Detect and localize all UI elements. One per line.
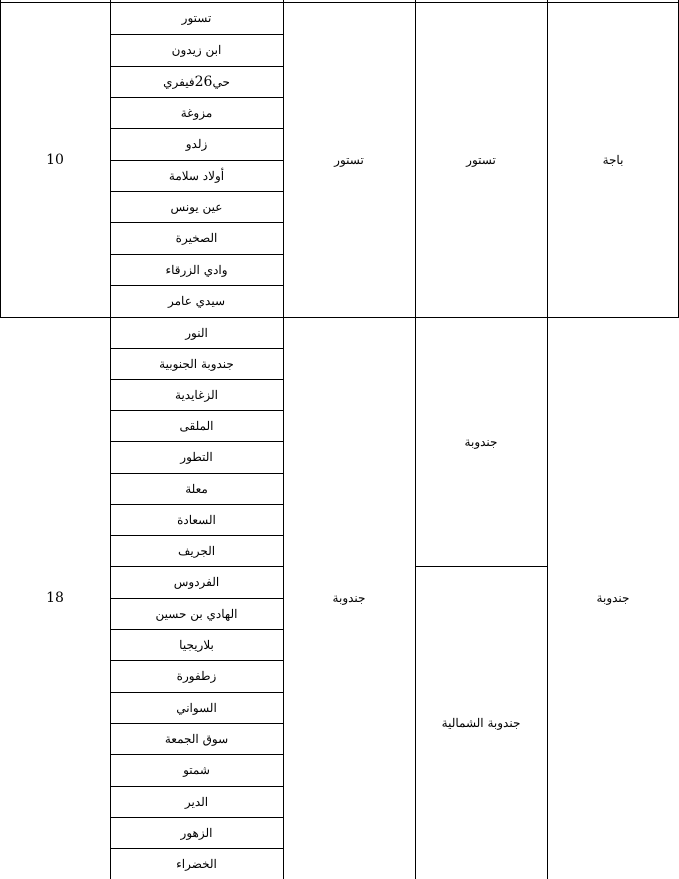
subdivision-cell: شمتو [183,763,210,777]
subdivision-cell: معلة [185,481,208,496]
governorate-name: باجة [602,152,624,167]
subdivision-cell: الهادي بن حسين [155,606,238,621]
subdivision-cell: زطفورة [176,669,217,683]
subdivision-cell: النور [185,325,208,340]
subdivision-cell: الزهور [180,825,213,840]
subdivision-cell: الصخيرة [175,231,218,245]
group-count: 10 [46,151,64,168]
subdivision-cell: جندوبة الجنوبية [159,356,234,371]
subdivision-cell: وادي الزرقاء [165,262,228,277]
subdivision-cell: الزغايدية [175,387,218,402]
subdivision-cell: تستور [181,11,212,25]
subdivision-cell: الملقى [179,418,214,433]
municipality-name: جندوبة [464,434,498,449]
subdivision-cell: الخضراء [176,856,217,871]
subdivision-cell: ابن زيدون [171,43,222,57]
municipality-name: تستور [466,152,496,167]
subdivision-cell: زلدو [185,137,208,151]
delegation-name: جندوبة [332,591,366,605]
subdivision-cell: أولاد سلامة [168,168,225,183]
municipality-name: جندوبة الشمالية [441,715,521,730]
governorate-name: جندوبة [596,591,630,605]
group-count: 18 [46,590,64,606]
subdivision-cell: الفردوس [173,575,220,589]
subdivision-cell: عين يونس [170,199,223,214]
subdivision-cell: سوق الجمعة [164,731,229,746]
subdivision-cell: بلاريجيا [179,637,214,652]
subdivision-cell: مزوغة [180,105,213,120]
subdivision-cell: التطور [180,450,213,464]
subdivision-cell: السواني [176,700,217,715]
delegation-name: تستور [334,152,364,167]
subdivision-cell: سيدي عامر [167,294,226,308]
subdivision-cell: الجريف [177,543,216,558]
subdivision-cell: الدير [184,794,209,809]
subdivision-cell: السعادة [177,512,216,527]
subdivision-cell: حي 26 فيفري [163,73,230,90]
